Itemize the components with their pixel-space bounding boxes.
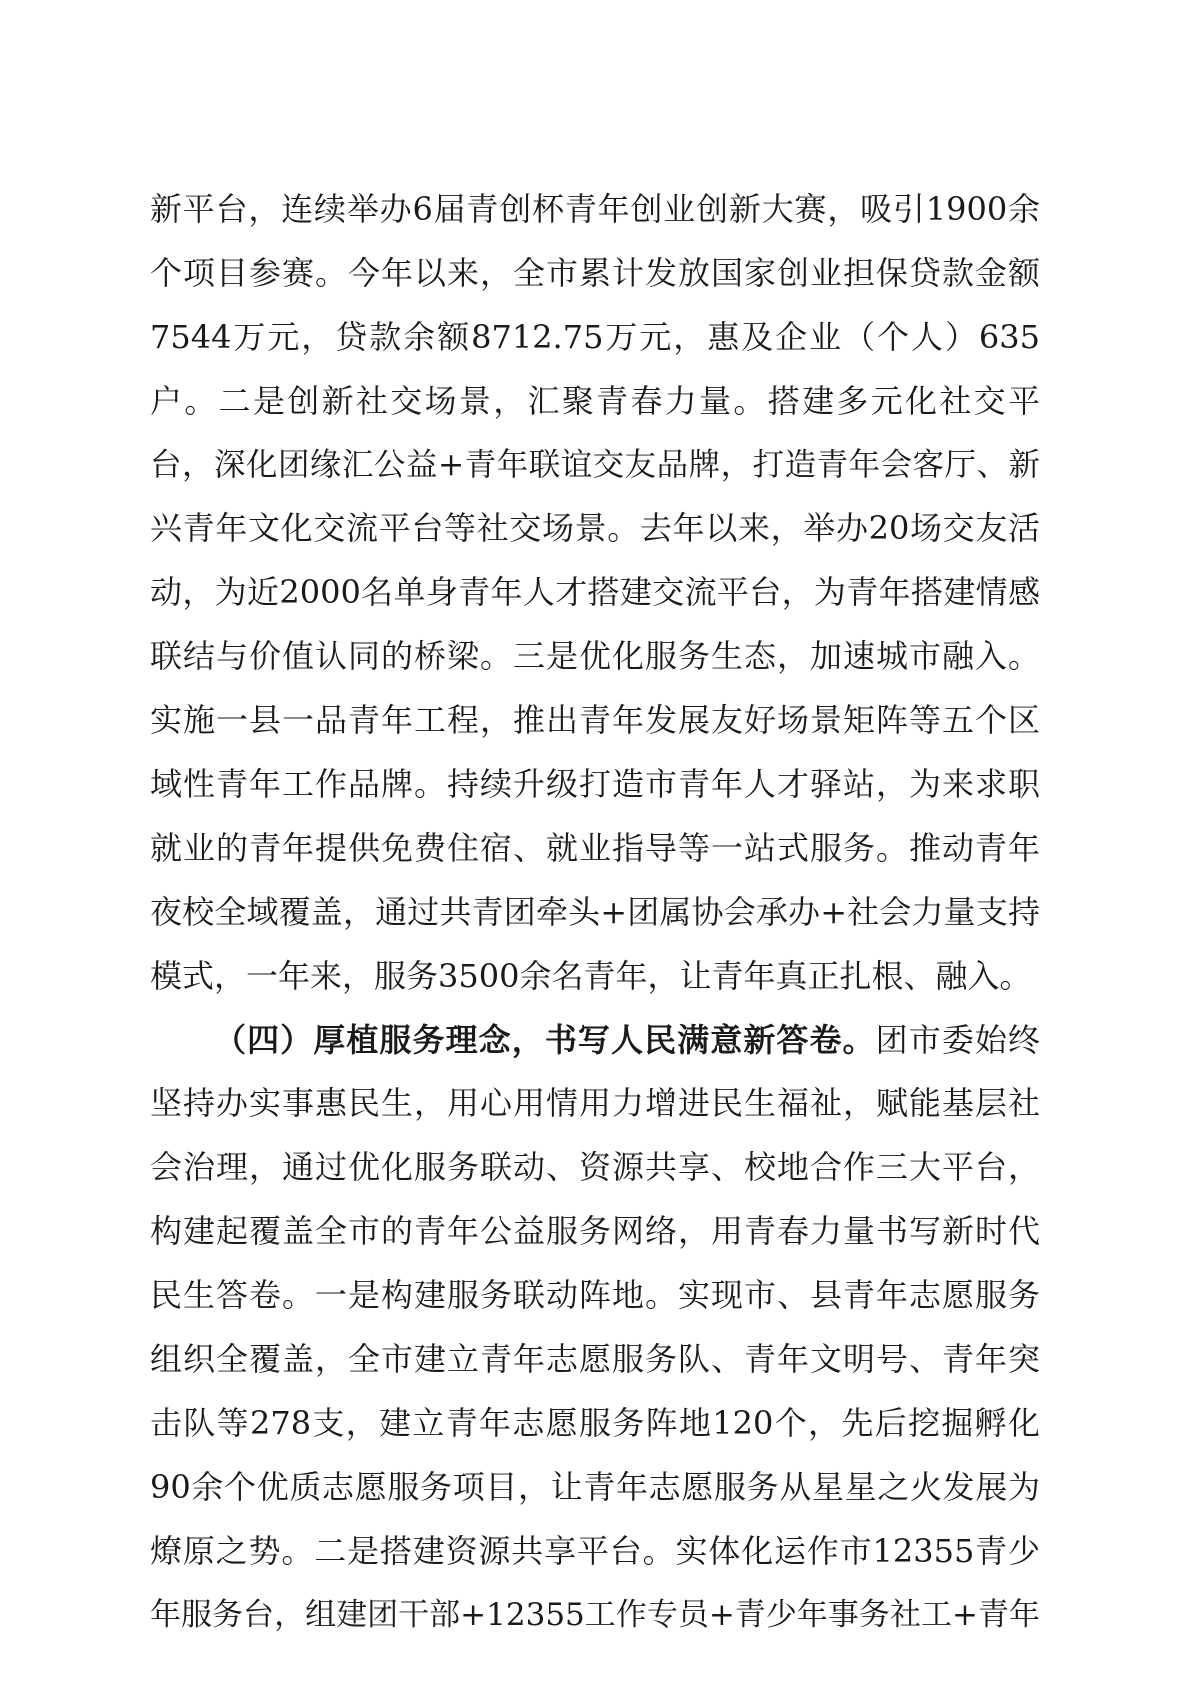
section-heading: （四）厚植服务理念，书写人民满意新答卷。 (214, 1020, 876, 1059)
text-line: 民生答卷。一是构建服务联动阵地。实现市、县青年志愿服务 (150, 1276, 1040, 1315)
text-line: 会治理，通过优化服务联动、资源共享、校地合作三大平台， (150, 1148, 1040, 1187)
text-line: 击队等278支，建立青年志愿服务阵地120个，先后挖掘孵化 (150, 1403, 1040, 1442)
text-line: 动，为近2000名单身青年人才搭建交流平台，为青年搭建情感 (150, 573, 1040, 612)
heading-line-text: 团市委始终 (875, 1020, 1040, 1059)
section-heading-line (150, 1009, 1040, 1073)
text-line: 就业的青年提供免费住宿、就业指导等一站式服务。推动青年 (150, 828, 1040, 867)
text-line: 台，深化团缘汇公益+青年联谊交友品牌，打造青年会客厅、新 (150, 446, 1040, 483)
text-line: 坚持办实事惠民生，用心用情用力增进民生福祉，赋能基层社 (150, 1084, 1040, 1123)
text-line: 兴青年文化交流平台等社交场景。去年以来，举办20场交友活 (150, 509, 1040, 548)
text-line: 夜校全域覆盖，通过共青团牵头+团属协会承办+社会力量支持 (150, 892, 1040, 931)
text-line: 新平台，连续举办6届青创杯青年创业创新大赛，吸引1900余 (150, 190, 1040, 228)
text-line: 域性青年工作品牌。持续升级打造市青年人才驿站，为来求职 (150, 765, 1040, 804)
text-line: 户。二是创新社交场景，汇聚青春力量。搭建多元化社交平 (150, 381, 1040, 420)
body-text (150, 178, 1040, 1647)
text-line: 构建起覆盖全市的青年公益服务网络，用青春力量书写新时代 (150, 1212, 1040, 1251)
text-line: 个项目参赛。今年以来，全市累计发放国家创业担保贷款金额 (150, 253, 1040, 292)
text-line: 燎原之势。二是搭建资源共享平台。实体化运作市12355青少 (150, 1531, 1040, 1570)
text-line: 7544万元，贷款余额8712.75万元，惠及企业（个人）635 (150, 317, 1040, 356)
text-line: 组织全覆盖，全市建立青年志愿服务队、青年文明号、青年突 (150, 1340, 1040, 1379)
text-line: 90余个优质志愿服务项目，让青年志愿服务从星星之火发展为 (150, 1467, 1040, 1506)
text-line: 实施一县一品青年工程，推出青年发展友好场景矩阵等五个区 (150, 701, 1040, 740)
text-line: 联结与价值认同的桥梁。三是优化服务生态，加速城市融入。 (150, 637, 1040, 676)
text-line: 模式，一年来，服务3500余名青年，让青年真正扎根、融入。 (150, 956, 1032, 995)
text-line: 年服务台，组建团干部+12355工作专员+青少年事务社工+青年 (150, 1596, 1040, 1633)
